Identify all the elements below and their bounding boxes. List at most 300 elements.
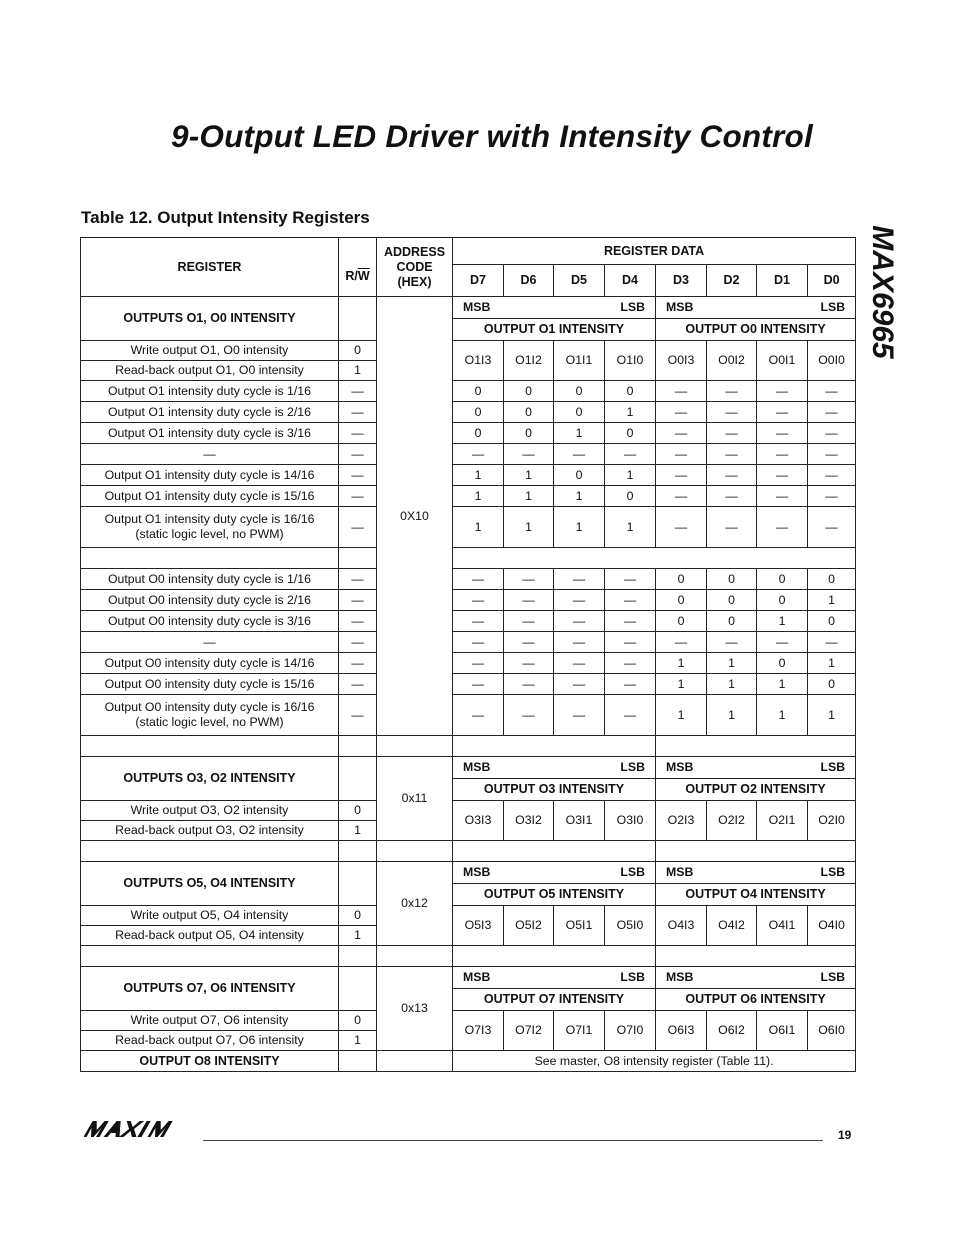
read-label: Read-back output O7, O6 intensity — [81, 1031, 339, 1051]
bit-cell: — — [757, 381, 808, 402]
bit-cell: — — [605, 611, 656, 632]
bit-cell: O6I0 — [808, 1011, 856, 1051]
rw-cell: — — [339, 611, 377, 632]
duty-row — [81, 611, 856, 632]
rw-cell: — — [339, 653, 377, 674]
lsb-label: LSB — [820, 865, 846, 879]
page-number: 19 — [838, 1128, 852, 1142]
msb-lsb-cell — [656, 967, 856, 989]
bit-cell: — — [656, 465, 707, 486]
rw-cell: — — [339, 381, 377, 402]
rw-cell — [339, 297, 377, 341]
maxim-logo — [84, 1120, 192, 1138]
bit-cell: — — [808, 632, 856, 653]
bit-cell: — — [757, 632, 808, 653]
bit-cell: 0 — [554, 402, 605, 423]
bit-cell: O4I1 — [757, 906, 808, 946]
bit-header: D0 — [808, 265, 856, 297]
address-cell: 0X10 — [377, 297, 453, 736]
bit-cell: — — [656, 507, 707, 548]
group-title-row — [81, 967, 856, 989]
spacer-row — [81, 736, 856, 757]
group-title: OUTPUTS O1, O0 INTENSITY — [81, 297, 339, 341]
bit-cell: — — [554, 444, 605, 465]
bit-cell: — — [605, 444, 656, 465]
bit-cell: O5I2 — [504, 906, 554, 946]
bit-cell: 0 — [453, 402, 504, 423]
msb-label: MSB — [463, 300, 491, 314]
table-cell — [377, 946, 453, 967]
msb-label: MSB — [666, 970, 694, 984]
bit-cell: 1 — [757, 674, 808, 695]
bit-cell: — — [707, 486, 757, 507]
duty-row — [81, 381, 856, 402]
bit-cell: 1 — [808, 653, 856, 674]
bit-cell: — — [605, 653, 656, 674]
table-cell — [377, 1051, 453, 1072]
table-cell — [656, 946, 856, 967]
bit-cell: — — [656, 486, 707, 507]
table-cell — [339, 736, 377, 757]
bit-cell: — — [504, 695, 554, 736]
bit-cell: 0 — [605, 381, 656, 402]
bit-cell: — — [554, 590, 605, 611]
table-cell — [81, 736, 339, 757]
bit-cell: O2I3 — [656, 801, 707, 841]
duty-label: Output O0 intensity duty cycle is 1/16 — [81, 569, 339, 590]
header-row — [81, 238, 856, 265]
bit-cell: — — [757, 465, 808, 486]
bit-cell: O3I3 — [453, 801, 504, 841]
bit-header: D2 — [707, 265, 757, 297]
o8-note: See master, O8 intensity register (Table 11). — [453, 1051, 856, 1072]
write-label: Write output O7, O6 intensity — [81, 1011, 339, 1031]
duty-row — [81, 632, 856, 653]
bit-cell: 1 — [808, 695, 856, 736]
output-label: OUTPUT O2 INTENSITY — [656, 779, 856, 801]
bit-cell: O4I3 — [656, 906, 707, 946]
output-label: OUTPUT O3 INTENSITY — [453, 779, 656, 801]
bit-cell: — — [554, 674, 605, 695]
write-label: Write output O3, O2 intensity — [81, 801, 339, 821]
rw-cell: — — [339, 486, 377, 507]
bit-cell: — — [808, 486, 856, 507]
bit-cell: — — [605, 632, 656, 653]
footer-rule — [203, 1140, 823, 1141]
output-label: OUTPUT O4 INTENSITY — [656, 884, 856, 906]
bit-cell: 0 — [757, 569, 808, 590]
rw-cell: — — [339, 507, 377, 548]
duty-row — [81, 695, 856, 736]
read-label: Read-back output O1, O0 intensity — [81, 361, 339, 381]
bit-cell: 1 — [707, 653, 757, 674]
write-row — [81, 341, 856, 361]
bit-cell: — — [707, 632, 757, 653]
rw-cell: 0 — [339, 906, 377, 926]
bit-cell: — — [554, 653, 605, 674]
bit-cell: 0 — [757, 590, 808, 611]
table-cell — [453, 736, 656, 757]
bit-cell: — — [453, 653, 504, 674]
rw-cell: 1 — [339, 821, 377, 841]
bit-cell: 1 — [453, 465, 504, 486]
duty-row — [81, 507, 856, 548]
address-header: ADDRESS CODE (HEX) — [377, 238, 453, 297]
bit-cell: — — [453, 611, 504, 632]
table-cell — [453, 946, 656, 967]
duty-row — [81, 653, 856, 674]
register-data-header: REGISTER DATA — [453, 238, 856, 265]
duty-row — [81, 465, 856, 486]
bit-cell: 1 — [808, 590, 856, 611]
bit-cell: — — [808, 402, 856, 423]
duty-label: Output O1 intensity duty cycle is 15/16 — [81, 486, 339, 507]
bit-cell: — — [757, 486, 808, 507]
bit-cell: O1I0 — [605, 341, 656, 381]
bit-cell: 0 — [707, 569, 757, 590]
lsb-label: LSB — [620, 865, 645, 879]
msb-lsb-cell — [453, 297, 656, 319]
rw-cell — [339, 967, 377, 1011]
bit-cell: O7I2 — [504, 1011, 554, 1051]
msb-lsb-cell — [453, 862, 656, 884]
msb-lsb-cell — [453, 757, 656, 779]
bit-cell: 0 — [757, 653, 808, 674]
bit-cell: O5I3 — [453, 906, 504, 946]
bit-cell: — — [504, 674, 554, 695]
bit-cell: 0 — [656, 569, 707, 590]
bit-cell: — — [808, 507, 856, 548]
bit-cell: — — [707, 381, 757, 402]
spacer-row — [81, 548, 856, 569]
rw-cell: — — [339, 423, 377, 444]
duty-label: — — [81, 444, 339, 465]
write-row — [81, 1011, 856, 1031]
address-cell: 0x12 — [377, 862, 453, 946]
bit-cell: O6I2 — [707, 1011, 757, 1051]
rw-cell: — — [339, 465, 377, 486]
bit-cell: — — [554, 611, 605, 632]
bit-cell: O2I2 — [707, 801, 757, 841]
bit-cell: 1 — [453, 507, 504, 548]
bit-cell: 1 — [656, 695, 707, 736]
bit-cell: — — [707, 444, 757, 465]
bit-cell: O5I1 — [554, 906, 605, 946]
bit-header: D7 — [453, 265, 504, 297]
bit-cell: — — [453, 444, 504, 465]
group-title: OUTPUTS O5, O4 INTENSITY — [81, 862, 339, 906]
rw-cell: 0 — [339, 341, 377, 361]
table-cell — [339, 841, 377, 862]
register-header: REGISTER — [81, 238, 339, 297]
bit-cell: — — [656, 632, 707, 653]
read-label: Read-back output O3, O2 intensity — [81, 821, 339, 841]
bit-cell: — — [707, 465, 757, 486]
bit-cell: — — [757, 507, 808, 548]
bit-header: D6 — [504, 265, 554, 297]
bit-cell: O4I0 — [808, 906, 856, 946]
bit-cell: — — [757, 444, 808, 465]
bit-cell: 1 — [554, 423, 605, 444]
msb-label: MSB — [666, 300, 694, 314]
bit-cell: — — [504, 444, 554, 465]
bit-cell: — — [808, 381, 856, 402]
rw-cell: 1 — [339, 926, 377, 946]
bit-cell: — — [707, 402, 757, 423]
bit-cell: O6I3 — [656, 1011, 707, 1051]
bit-cell: — — [453, 695, 504, 736]
duty-label: Output O0 intensity duty cycle is 3/16 — [81, 611, 339, 632]
table-cell — [377, 841, 453, 862]
bit-cell: O3I0 — [605, 801, 656, 841]
group-title-row — [81, 757, 856, 779]
msb-label: MSB — [666, 865, 694, 879]
bit-header: D5 — [554, 265, 605, 297]
bit-cell: — — [554, 695, 605, 736]
bit-cell: — — [656, 402, 707, 423]
output-label: OUTPUT O1 INTENSITY — [453, 319, 656, 341]
table-cell — [339, 946, 377, 967]
bit-cell: 1 — [757, 695, 808, 736]
duty-row — [81, 674, 856, 695]
msb-label: MSB — [666, 760, 694, 774]
bit-cell: — — [707, 423, 757, 444]
output-label: OUTPUT O6 INTENSITY — [656, 989, 856, 1011]
bit-cell: 0 — [808, 569, 856, 590]
duty-row — [81, 444, 856, 465]
bit-cell: 1 — [554, 507, 605, 548]
duty-label: Output O0 intensity duty cycle is 15/16 — [81, 674, 339, 695]
duty-label: Output O0 intensity duty cycle is 14/16 — [81, 653, 339, 674]
read-label: Read-back output O5, O4 intensity — [81, 926, 339, 946]
bit-cell: — — [808, 423, 856, 444]
bit-cell: — — [808, 444, 856, 465]
duty-row — [81, 486, 856, 507]
bit-cell: O1I1 — [554, 341, 605, 381]
group-title-row — [81, 297, 856, 319]
bit-cell: — — [656, 423, 707, 444]
duty-label: Output O0 intensity duty cycle is 16/16 (static logic level, no PWM) — [81, 695, 339, 736]
lsb-label: LSB — [620, 760, 645, 774]
bit-cell: — — [757, 423, 808, 444]
bit-cell: 1 — [605, 507, 656, 548]
msb-label: MSB — [463, 760, 491, 774]
part-number-side-label: MAX6965 — [866, 224, 899, 359]
bit-cell: O4I2 — [707, 906, 757, 946]
bit-cell: O5I0 — [605, 906, 656, 946]
rw-cell: — — [339, 590, 377, 611]
bit-cell: 0 — [656, 590, 707, 611]
write-label: Write output O5, O4 intensity — [81, 906, 339, 926]
rw-cell: — — [339, 402, 377, 423]
duty-label: Output O0 intensity duty cycle is 2/16 — [81, 590, 339, 611]
rw-cell: 0 — [339, 1011, 377, 1031]
duty-label: Output O1 intensity duty cycle is 1/16 — [81, 381, 339, 402]
msb-lsb-cell — [656, 297, 856, 319]
duty-row — [81, 423, 856, 444]
bit-cell: 0 — [554, 381, 605, 402]
table-cell — [81, 548, 339, 569]
duty-label: Output O1 intensity duty cycle is 3/16 — [81, 423, 339, 444]
bit-cell: — — [453, 590, 504, 611]
bit-cell: O0I1 — [757, 341, 808, 381]
bit-cell: O1I2 — [504, 341, 554, 381]
bit-cell: O2I0 — [808, 801, 856, 841]
bit-cell: 0 — [707, 611, 757, 632]
bit-cell: — — [504, 569, 554, 590]
bit-cell: O0I3 — [656, 341, 707, 381]
duty-row — [81, 402, 856, 423]
group-title: OUTPUTS O3, O2 INTENSITY — [81, 757, 339, 801]
bit-cell: — — [554, 632, 605, 653]
msb-label: MSB — [463, 970, 491, 984]
bit-cell: O7I3 — [453, 1011, 504, 1051]
table-caption: Table 12. Output Intensity Registers — [81, 208, 370, 227]
bit-cell: 0 — [453, 381, 504, 402]
bit-cell: 1 — [504, 465, 554, 486]
bit-header: D3 — [656, 265, 707, 297]
bit-cell: — — [453, 674, 504, 695]
bit-cell: — — [554, 569, 605, 590]
msb-lsb-cell — [453, 967, 656, 989]
o8-label: OUTPUT O8 INTENSITY — [81, 1051, 339, 1072]
bit-cell: — — [605, 590, 656, 611]
duty-row — [81, 569, 856, 590]
rw-header: $R/\overline{W}$ — [339, 238, 377, 297]
rw-cell — [339, 862, 377, 906]
bit-cell: 0 — [605, 423, 656, 444]
duty-label: Output O1 intensity duty cycle is 14/16 — [81, 465, 339, 486]
address-cell: 0x11 — [377, 757, 453, 841]
group-title-row — [81, 862, 856, 884]
table-cell — [81, 946, 339, 967]
rw-cell: 0 — [339, 801, 377, 821]
bit-cell: 0 — [808, 611, 856, 632]
bit-cell: O7I1 — [554, 1011, 605, 1051]
bit-cell: 0 — [707, 590, 757, 611]
bit-cell: 0 — [504, 423, 554, 444]
bit-cell: 1 — [453, 486, 504, 507]
bit-cell: 1 — [504, 507, 554, 548]
bit-cell: 1 — [605, 402, 656, 423]
bit-cell: — — [605, 569, 656, 590]
write-row — [81, 801, 856, 821]
bit-cell: 1 — [757, 611, 808, 632]
bit-cell: — — [605, 695, 656, 736]
bit-cell: — — [656, 444, 707, 465]
duty-label: Output O1 intensity duty cycle is 2/16 — [81, 402, 339, 423]
bit-cell: O7I0 — [605, 1011, 656, 1051]
table-cell — [377, 736, 453, 757]
rw-cell: — — [339, 695, 377, 736]
rw-cell: — — [339, 674, 377, 695]
table-cell — [453, 548, 856, 569]
spacer-row — [81, 841, 856, 862]
table-cell — [656, 736, 856, 757]
write-label: Write output O1, O0 intensity — [81, 341, 339, 361]
rw-cell: 1 — [339, 361, 377, 381]
bit-cell: 1 — [554, 486, 605, 507]
bit-cell: 1 — [656, 674, 707, 695]
bit-cell: O3I2 — [504, 801, 554, 841]
bit-cell: 0 — [504, 381, 554, 402]
rw-cell: — — [339, 632, 377, 653]
lsb-label: LSB — [820, 300, 846, 314]
bit-cell: — — [504, 632, 554, 653]
bit-cell: — — [504, 590, 554, 611]
bit-cell: O0I0 — [808, 341, 856, 381]
o8-row — [81, 1051, 856, 1072]
address-cell: 0x13 — [377, 967, 453, 1051]
page-title: 9-Output LED Driver with Intensity Control — [171, 118, 813, 154]
output-label: OUTPUT O5 INTENSITY — [453, 884, 656, 906]
bit-cell: 1 — [707, 695, 757, 736]
group-title: OUTPUTS O7, O6 INTENSITY — [81, 967, 339, 1011]
bit-cell: — — [707, 507, 757, 548]
bit-cell: — — [453, 569, 504, 590]
bit-cell: 0 — [808, 674, 856, 695]
table-cell — [656, 841, 856, 862]
bit-cell: — — [504, 611, 554, 632]
lsb-label: LSB — [620, 300, 645, 314]
msb-label: MSB — [463, 865, 491, 879]
rw-cell — [339, 757, 377, 801]
table-cell — [339, 548, 377, 569]
bit-cell: — — [757, 402, 808, 423]
bit-cell: — — [808, 465, 856, 486]
table-cell — [453, 841, 656, 862]
bit-cell: 0 — [504, 402, 554, 423]
lsb-label: LSB — [820, 970, 846, 984]
duty-row — [81, 590, 856, 611]
bit-cell: O2I1 — [757, 801, 808, 841]
bit-header: D4 — [605, 265, 656, 297]
bit-cell: 0 — [605, 486, 656, 507]
output-label: OUTPUT O0 INTENSITY — [656, 319, 856, 341]
table-cell — [81, 841, 339, 862]
bit-cell: 1 — [504, 486, 554, 507]
bit-cell: — — [656, 381, 707, 402]
output-label: OUTPUT O7 INTENSITY — [453, 989, 656, 1011]
msb-lsb-cell — [656, 757, 856, 779]
bit-cell: 1 — [656, 653, 707, 674]
bit-cell: O6I1 — [757, 1011, 808, 1051]
bit-cell: — — [504, 653, 554, 674]
lsb-label: LSB — [620, 970, 645, 984]
bit-cell: O1I3 — [453, 341, 504, 381]
bit-cell: 1 — [707, 674, 757, 695]
bit-header: D1 — [757, 265, 808, 297]
bit-cell: — — [605, 674, 656, 695]
rw-cell: — — [339, 444, 377, 465]
rw-cell: — — [339, 569, 377, 590]
rw-cell: 1 — [339, 1031, 377, 1051]
bit-cell: — — [453, 632, 504, 653]
bit-cell: 0 — [554, 465, 605, 486]
bit-cell: 0 — [453, 423, 504, 444]
write-row — [81, 906, 856, 926]
lsb-label: LSB — [820, 760, 846, 774]
duty-label: — — [81, 632, 339, 653]
table-cell — [339, 1051, 377, 1072]
duty-label: Output O1 intensity duty cycle is 16/16 (static logic level, no PWM) — [81, 507, 339, 548]
bit-cell: 0 — [656, 611, 707, 632]
spacer-row — [81, 946, 856, 967]
bit-cell: O3I1 — [554, 801, 605, 841]
output-intensity-register-table — [80, 237, 856, 1072]
bit-cell: 1 — [605, 465, 656, 486]
bit-cell: O0I2 — [707, 341, 757, 381]
